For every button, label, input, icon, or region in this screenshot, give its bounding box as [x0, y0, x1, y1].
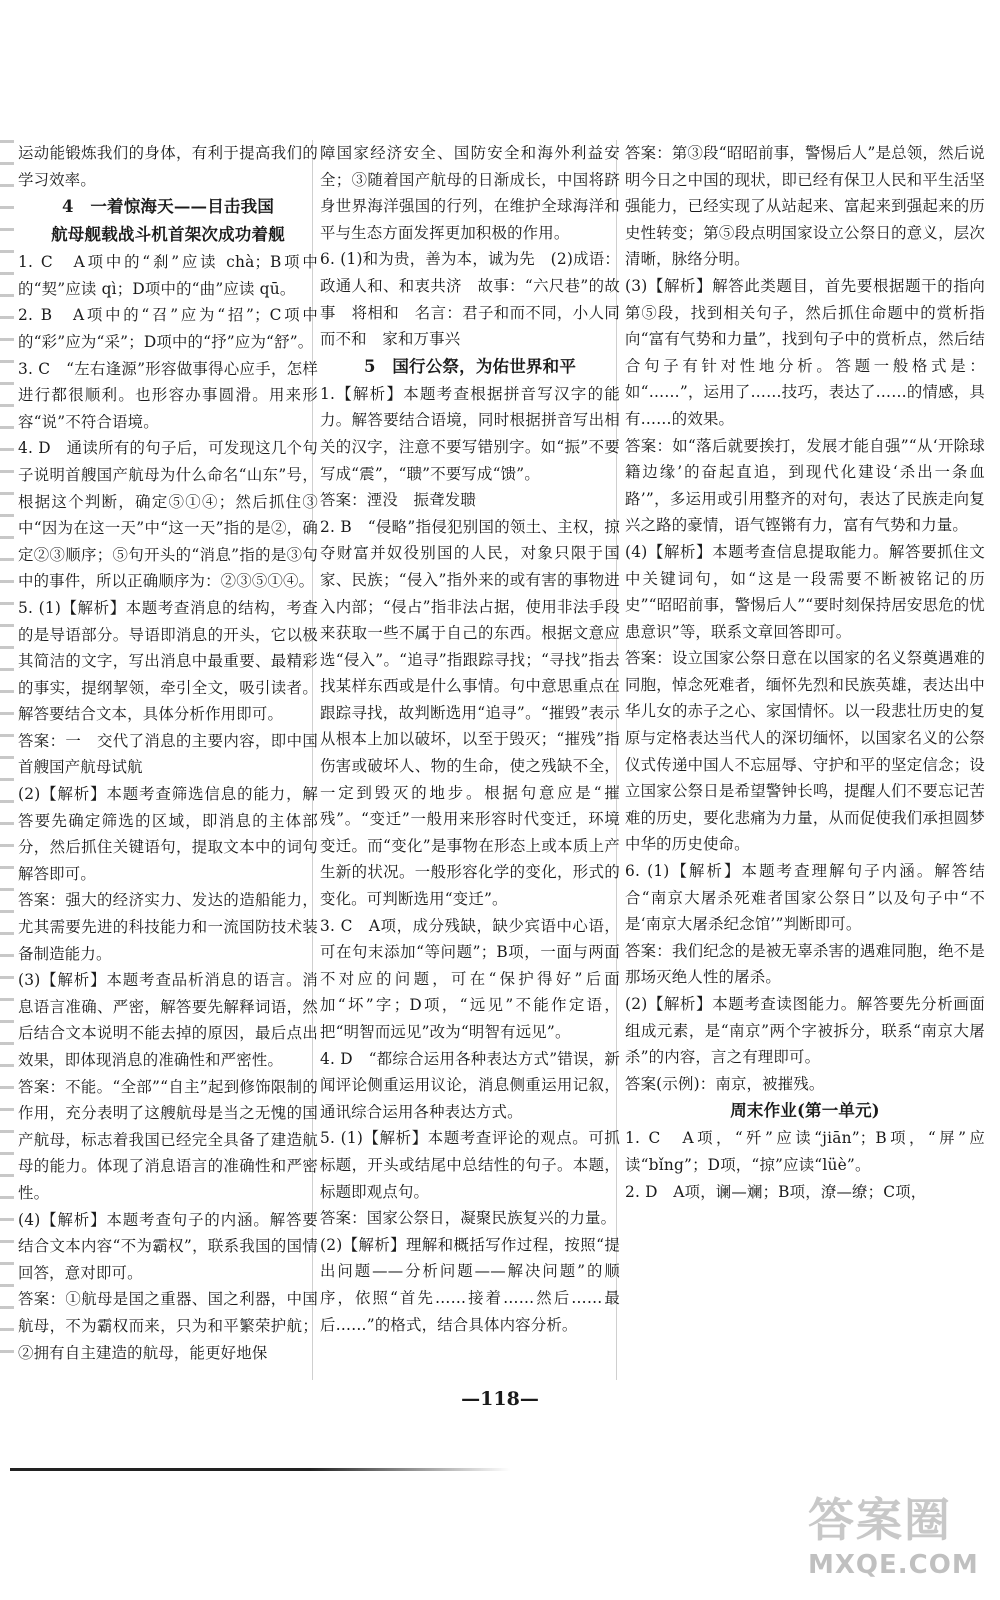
- answer-item: 4. D 通读所有的句子后，可发现这几个句子说明首艘国产航母为什么命名“山东”号，根据这个判断，确定⑤①④；然后抓住③中“因为在这一天”中“这一天”指的是②，确定②③顺序；⑤句开头的“消息”指的是③句中的事件，所以正确顺序为：②③⑤①④。: [18, 439, 318, 591]
- watermark: [808, 1490, 988, 1590]
- answer-item: 2. B A项中的“召”应为“招”；C项中的“彩”应为“采”；D项中的“抒”应为“舒”。: [18, 306, 318, 351]
- scanned-edge-strip: [0, 140, 14, 1360]
- answer-text: 答案：如“落后就要挨打，发展才能自强”“从‘开除球籍边缘’的奋起直追，到现代化建设‘杀出一条血路’”，多运用或引用整齐的对句，表达了民族走向复兴之路的豪情，语气铿锵有力，富有气势和力量。: [625, 436, 985, 535]
- answer-text: 答案：强大的经济实力、发达的造船能力，尤其需要先进的科技能力和一流国防技术装备制造能力。: [18, 891, 318, 963]
- answer-text: 答案：湮没 振聋发聩: [320, 491, 476, 510]
- answer-text: 答案：我们纪念的是被无辜杀害的遇难同胞，绝不是那场灭绝人性的屠杀。: [625, 941, 985, 987]
- answer-item: 5. (1)【解析】本题考查评论的观点。可抓标题，开头或结尾中总结性的句子。本题，标题即观点句。: [320, 1129, 620, 1201]
- watermark-url: MXQE.COM: [808, 1550, 979, 1580]
- answer-item: 5. (1)【解析】本题考查消息的结构，考查的是导语部分。导语即消息的开头，它以极其简洁的文字，写出消息中最重要、最精彩的事实，提纲挈领，牵引全文，吸引读者。解答要结合文本，具体分析作用即可。: [18, 598, 318, 724]
- answer-item: 2. B “侵略”指侵犯别国的领土、主权，掠夺财富并奴役别国的人民，对象只限于国家、民族；“侵入”指外来的或有害的事物进入内部；“侵占”指非法占据，使用非法手段来获取一些不属于自己的东西。根据文意应选“侵入”。“追寻”指跟踪寻找；“寻找”指去找某样东西或是什么事情。句中意思重点在跟踪寻找，故判断选用“追寻”。“摧毁”表示从根本上加以破坏，以至于毁灭；“摧残”指伤害或破坏人、物的生命，使之残缺不全，一定到毁灭的地步。根据句意应是“摧残”。“变迁”一般用来形容时代变迁，环境变迁。而“变化”是事物在形态上或本质上产生新的状况。一般形容化学的变化，形式的变化。可判断选用“变迁”。: [320, 517, 620, 909]
- paragraph: 运动能锻炼我们的身体，有利于提高我们的学习效率。: [18, 144, 318, 189]
- answer-text: 答案：国家公祭日，凝聚民族复兴的力量。: [320, 1209, 617, 1228]
- answer-item: 4. D “都综合运用各种表达方式”错误，新闻评论侧重运用议论，消息侧重运用记叙，通讯综合运用各种表达方式。: [320, 1049, 620, 1121]
- paragraph: 障国家经济安全、国防安全和海外利益安全；③随着国产航母的日渐成长，中国将跻身世界海洋强国的行列，在维护全球海洋和平与生态方面发挥更加积极的作用。: [320, 144, 620, 242]
- section-heading: 周末作业(第一单元): [730, 1101, 880, 1121]
- watermark-logo: 答案圈: [808, 1493, 952, 1547]
- answer-item: 1.【解析】本题考查根据拼音写汉字的能力。解答要结合语境，同时根据拼音写出相关的汉字，注意不要写错别字。如“振”不要写成“震”，“聩”不要写成“馈”。: [320, 384, 620, 483]
- answer-text: 答案：一 交代了消息的主要内容，即中国首艘国产航母试航: [18, 731, 318, 777]
- answer-text: 答案(示例)：南京，被摧残。: [625, 1074, 825, 1093]
- answer-item: (4)【解析】本题考查信息提取能力。解答要抓住文中关键词句，如“这是一段需要不断被铭记的历史”“昭昭前事，警惕后人”“要时刻保持居安思危的忧患意识”等，联系文章回答即可。: [625, 542, 985, 641]
- section-heading: 5 国行公祭，为佑世界和平: [363, 356, 577, 376]
- answer-item: 2. D A项，谰—斓；B项，潦—缭；C项，: [625, 1182, 927, 1201]
- bottom-rule: [10, 1468, 510, 1471]
- answer-item: 1. C A项中的“刹”应读 chà；B项中的“契”应读 qì；D项中的“曲”应读 qū。: [18, 253, 318, 298]
- answer-item: (2)【解析】本题考查筛选信息的能力，解答要先确定筛选的区域，即消息的主体部分，然后抓住关键语句，提取文本中的词句解答即可。: [18, 785, 318, 883]
- column-left: [18, 140, 318, 1366]
- section-heading: 航母舰载战斗机首架次成功着舰: [51, 225, 285, 245]
- column-middle: [320, 140, 620, 1338]
- section-heading: 4 一着惊海天——目击我国: [61, 197, 275, 217]
- answer-item: (4)【解析】本题考查句子的内涵。解答要结合文本内容“不为霸权”，联系我国的国情回答，意对即可。: [18, 1210, 318, 1282]
- answer-text: 答案：设立国家公祭日意在以国家的名义祭奠遇难的同胞，悼念死难者，缅怀先烈和民族英雄，表达出中华儿女的赤子之心、家国情怀。以一段悲壮历史的复原与定格表达当代人的深切缅怀，以国家名义的公祭仪式传递中国人不忘屈辱、守护和平的坚定信念；设立国家公祭日是希望警钟长鸣，提醒人们不要忘记苦难的历史，要化悲痛为力量，从而促使我们承担圆梦中华的历史使命。: [625, 649, 985, 854]
- answer-text: 答案：第③段“昭昭前事，警惕后人”是总领，然后说明今日之中国的现状，即已经有保卫人民和平生活坚强能力，已经实现了从站起来、富起来到强起来的历史性转变；第⑤段点明国家设立公祭日的意义，层次清晰，脉络分明。: [625, 144, 985, 269]
- answer-item: (3)【解析】解答此类题目，首先要根据题干的指向第⑤段，找到相关句子，然后抓住命题中的赏析指向“富有气势和力量”，找到句子中的赏析点，然后结合句子有针对性地分析。答题一般格式是：如“……”，运用了……技巧，表达了……的情感，具有……的效果。: [625, 276, 985, 428]
- page-number: —118—: [461, 1388, 539, 1410]
- answer-item: 3. C “左右逢源”形容做事得心应手，怎样进行都很顺利。也形容办事圆滑。用来形容“说”不符合语境。: [18, 359, 318, 431]
- answer-item: 1. C A项，“歼”应读“jiān”；B项，“屏”应读“bǐng”；D项，“掠”应读“lüè”。: [625, 1129, 985, 1174]
- answer-item: (2)【解析】理解和概括写作过程，按照“提出问题——分析问题——解决问题”的顺序，依照“首先……接着……然后……最后……”的格式，结合具体内容分析。: [320, 1235, 620, 1334]
- answer-item: 6. (1)和为贵，善为本，诚为先 (2)成语：政通人和、和衷共济 故事：“六尺巷”的故事 将相和 名言：君子和而不同，小人同而不和 家和万事兴: [320, 250, 620, 349]
- answer-text: 答案：不能。“全部”“自主”起到修饰限制的作用，充分表明了这艘航母是当之无愧的国产航母，标志着我国已经完全具备了建造航母的能力。体现了消息语言的准确性和严密性。: [18, 1077, 318, 1202]
- column-right: [625, 140, 985, 1205]
- answer-item: (2)【解析】本题考查读图能力。解答要先分析画面组成元素，是“南京”两个字被拆分，联系“南京大屠杀”的内容，言之有理即可。: [625, 995, 985, 1067]
- answer-item: 3. C A项，成分残缺，缺少宾语中心语，可在句末添加“等问题”；B项，一面与两面不对应的问题，可在“保护得好”后面加“坏”字；D项，“远见”不能作定语，把“明智而远见”改为“明智有远见”。: [320, 916, 620, 1041]
- answer-item: (3)【解析】本题考查品析消息的语言。消息语言准确、严密，解答要先解释词语，然后结合文本说明不能去掉的原因，最后点出效果，即体现消息的准确性和严密性。: [18, 971, 318, 1069]
- answer-item: 6. (1)【解析】本题考查理解句子内涵。解答结合“南京大屠杀死难者国家公祭日”以及句子中“不是‘南京大屠杀纪念馆’”判断即可。: [625, 862, 985, 934]
- answer-text: 答案：①航母是国之重器、国之利器，中国航母，不为霸权而来，只为和平繁荣护航；②拥有自主建造的航母，能更好地保: [18, 1290, 318, 1362]
